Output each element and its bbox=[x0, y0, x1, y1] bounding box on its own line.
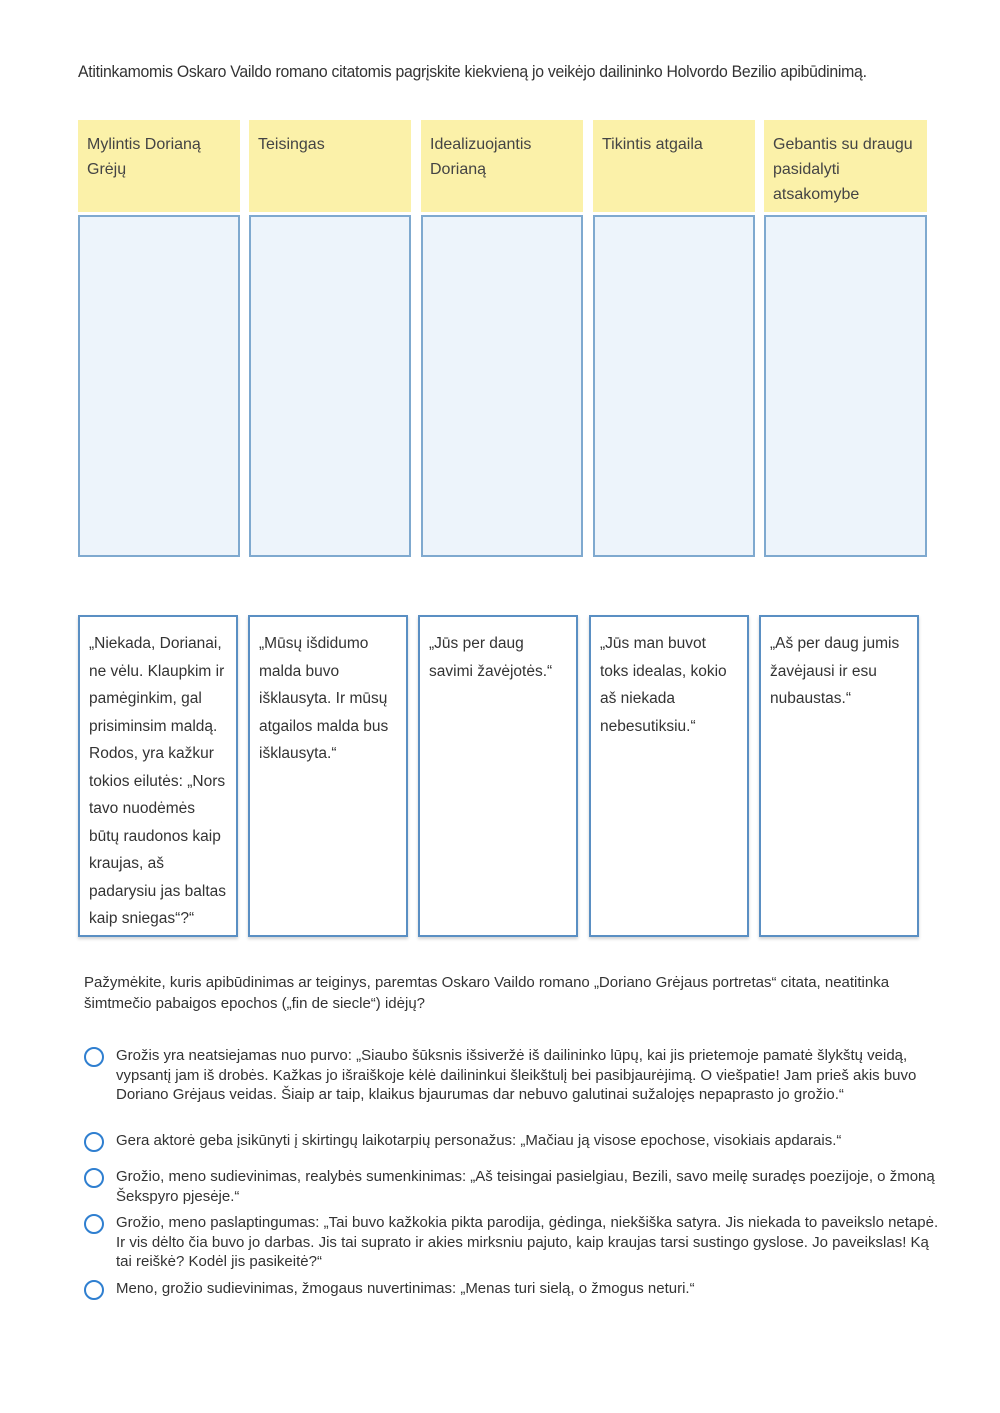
category-drop-zone-4[interactable] bbox=[593, 215, 755, 557]
question-text: Pažymėkite, kuris apibūdinimas ar teiginys, paremtas Oskaro Vaildo romano „Doriano Grėjaus portretas“ citata, neatitinka šimtmečio pabaigos epochos („fin de siecle“) idėjų? bbox=[84, 974, 890, 1012]
quote-card-1[interactable]: „Niekada, Dorianai, ne vėlu. Klaupkim ir pamėginkim, gal prisiminsim maldą. Rodos, yra kažkur tokios eilutės: „Nors tavo nuodėmės būtų raudonos kaip kraujas, aš padarysiu jas baltas kaip sniegas“?“ bbox=[78, 615, 238, 937]
option-2-text: Gera aktorė geba įsikūnyti į skirtingų laikotarpių personažus: „Mačiau ją visose epochose, visokiais apdarais.“ bbox=[116, 1132, 842, 1149]
option-5-text: Meno, grožio sudievinimas, žmogaus nuvertinimas: „Menas turi sielą, o žmogus neturi.“ bbox=[116, 1280, 695, 1297]
option-2[interactable] bbox=[84, 1131, 944, 1152]
quote-card-3[interactable]: „Jūs per daug savimi žavėjotės.“ bbox=[418, 615, 578, 937]
instruction-text: Atitinkamomis Oskaro Vaildo romano citatomis pagrįskite kiekvieną jo veikėjo dailininko Holvordo Bezilio apibūdinimą. bbox=[78, 62, 867, 81]
category-header-3: Idealizuojantis Dorianą bbox=[421, 120, 583, 212]
radio-button-1[interactable] bbox=[84, 1047, 104, 1067]
quote-card-4[interactable]: „Jūs man buvot toks idealas, kokio aš niekada nebesutiksiu.“ bbox=[589, 615, 749, 937]
category-drop-zone-5[interactable] bbox=[764, 215, 927, 557]
category-drop-zone-1[interactable] bbox=[78, 215, 240, 557]
radio-button-4[interactable] bbox=[84, 1214, 104, 1234]
option-4-text: Grožio, meno paslaptingumas: „Tai buvo kažkokia pikta parodija, gėdinga, niekšiška satyra. Jis niekada to paveikslo netapė. Ir vis dėlto čia buvo jo darbas. Jis tai suprato ir akies mirksniu pajuto, kaip kraujas tarsi sustingo gyslose. Jo paveikslas! Ką tai reiškė? Kodėl jis pasikeitė?“ bbox=[116, 1214, 939, 1270]
option-1[interactable] bbox=[84, 1046, 944, 1105]
radio-button-3[interactable] bbox=[84, 1168, 104, 1188]
radio-button-2[interactable] bbox=[84, 1132, 104, 1152]
quote-card-5[interactable]: „Aš per daug jumis žavėjausi ir esu nubaustas.“ bbox=[759, 615, 919, 937]
option-1-text: Grožis yra neatsiejamas nuo purvo: „Siaubo šūksnis išsiveržė iš dailininko lūpų, kai jis prietemoje pamatė šlykštų veidą, vypsantį jam iš drobės. Kažkas jo išraiškoje kėlė dailininkui šleikštulį bei pasibjaurėjimą. O viešpatie! Jam prieš akis buvo Doriano Grėjaus veidas. Šiaip ar taip, klaikus bjaurumas dar nebuvo galutinai sužalojęs nepaprasto jo grožio.“ bbox=[116, 1047, 917, 1103]
category-header-2: Teisingas bbox=[249, 120, 411, 212]
category-drop-zone-3[interactable] bbox=[421, 215, 583, 557]
option-5[interactable] bbox=[84, 1279, 944, 1300]
radio-button-5[interactable] bbox=[84, 1280, 104, 1300]
category-header-4: Tikintis atgaila bbox=[593, 120, 755, 212]
option-4[interactable] bbox=[84, 1213, 944, 1272]
quote-card-2[interactable]: „Mūsų išdidumo malda buvo išklausyta. Ir mūsų atgailos malda bus išklausyta.“ bbox=[248, 615, 408, 937]
option-3-text: Grožio, meno sudievinimas, realybės sumenkinimas: „Aš teisingai pasielgiau, Bezili, savo meilę suradęs poezijoje, o žmoną Šekspyro pjesėje.“ bbox=[116, 1168, 935, 1205]
category-header-5: Gebantis su draugu pasidalyti atsakomybe bbox=[764, 120, 927, 212]
category-header-1: Mylintis Dorianą Grėjų bbox=[78, 120, 240, 212]
category-drop-zone-2[interactable] bbox=[249, 215, 411, 557]
option-3[interactable] bbox=[84, 1167, 944, 1206]
